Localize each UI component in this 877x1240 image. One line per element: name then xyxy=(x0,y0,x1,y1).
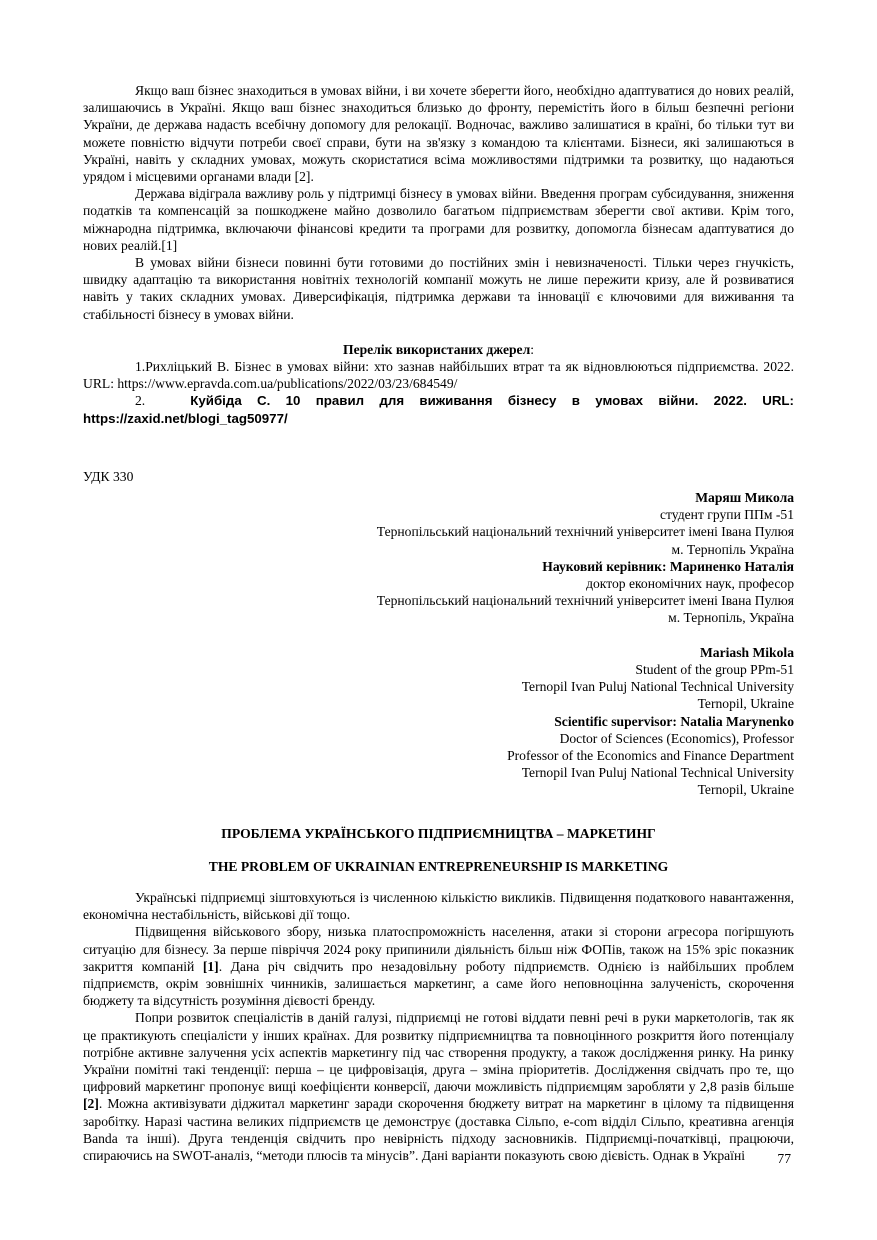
page-content xyxy=(83,82,794,1164)
paragraph: Держава відіграла важливу роль у підтримці бізнесу в умовах війни. Введення програм субсидування, зниження податків та компенсацій за пошкоджене майно дозволило багатьом підприємствам зберегти свої активи. Крім того, міжнародна підтримка, включаючи фінансові кредити та програми для розвитку, допомогла бізнесам адаптуватися до нових реалій.[1] xyxy=(83,186,794,253)
paragraph-text: . Дана річ свідчить про незадовільну роботу підприємств. Однією із найбільших проблем підприємств, окрім зовнішніх чинників, залишається маркетинг, а саме його неповноцінна залученість, скорочення бюджету та відсутність розуміння дієвості бренду. xyxy=(83,958,794,1009)
paragraph: В умовах війни бізнеси повинні бути готовими до постійних змін і невизначеності. Тільки через гнучкість, швидку адаптацію та використання новітніх технологій компанії можуть не лише пережити кризу, але й розвиватися навіть у таких складних умовах. Диверсифікація, підтримка держави та інновації є ключовими для виживання та стабільності бізнесу в умовах війни. xyxy=(83,255,794,322)
supervisor-degree: Doctor of Sciences (Economics), Professor xyxy=(559,730,794,746)
reference-text: Куйбіда С. 10 правил для виживання бізнесу в умовах війни. 2022. URL: https://zaxid.net/blogi_tag50977/ xyxy=(83,393,794,426)
supervisor-name: Scientific supervisor: Natalia Marynenko xyxy=(554,713,794,729)
reference-item: 1.Рихліцький В. Бізнес в умовах війни: хто зазнав найбільших втрат та як відновлюються підприємства. 2022. URL: https://www.epravda.com.ua/publications/2022/03/23/684549/ xyxy=(83,359,794,392)
author-position: студент групи ППм -51 xyxy=(660,507,794,523)
paragraph xyxy=(83,1009,794,1164)
page-number: 77 xyxy=(777,1151,791,1166)
author-block-ua xyxy=(83,489,794,627)
article-title-en: THE PROBLEM OF UKRAINIAN ENTREPRENEURSHIP IS MARKETING xyxy=(208,858,669,874)
references-heading xyxy=(83,341,794,358)
author-university: Тернопільський національний технічний університет імені Івана Пулюя xyxy=(376,524,794,540)
udk-code: УДК 330 xyxy=(83,468,134,484)
article-title-ua: ПРОБЛЕМА УКРАЇНСЬКОГО ПІДПРИЄМНИЦТВА – МАРКЕТИНГ xyxy=(221,825,656,841)
author-name: Mariash Mikola xyxy=(699,644,794,660)
reference-item xyxy=(83,392,794,426)
citation: [1] xyxy=(202,958,219,974)
author-name: Маряш Микола xyxy=(695,490,794,506)
author-position: Student of the group PPm-51 xyxy=(635,661,794,677)
references-title-colon: : xyxy=(530,341,534,357)
supervisor-department: Professor of the Economics and Finance Department xyxy=(507,747,794,763)
references-title: Перелік використаних джерел xyxy=(343,341,531,357)
paragraph-text: . Можна активізувати діджитал маркетинг заради скорочення бюджету витрат на маркетинг в цілому та підвищення заробітку. Наразі частина великих підприємств це демонструє (доставка Сільпо, e-com відділ Сільпо, креативна агенція Banda та інші). Друга тенденція свідчить про невірність підходу засновників. Підприємці-початківці, працюючи, спираючись на SWOT-аналіз, “методи плюсів та мінусів”. Дані варіанти показують свою дієвість. Однак в Україні xyxy=(83,1096,794,1163)
supervisor-city: м. Тернопіль, Україна xyxy=(668,610,794,626)
supervisor-university: Тернопільський національний технічний університет імені Івана Пулюя xyxy=(376,593,794,609)
supervisor-name: Науковий керівник: Мариненко Наталія xyxy=(542,558,794,574)
supervisor-city: Ternopil, Ukraine xyxy=(697,782,794,798)
citation: [2] xyxy=(83,1096,99,1112)
article-body xyxy=(83,889,794,1164)
supervisor-university: Ternopil Ivan Puluj National Technical University xyxy=(521,765,794,781)
paragraph: Українські підприємці зіштовхуються із численною кількістю викликів. Підвищення податкового навантаження, економічна нестабільність, військові дії тощо. xyxy=(83,889,794,923)
author-university: Ternopil Ivan Puluj National Technical University xyxy=(521,679,794,695)
author-city: Ternopil, Ukraine xyxy=(697,696,794,712)
supervisor-degree: доктор економічних наук, професор xyxy=(586,576,794,592)
reference-number: 2. xyxy=(135,393,146,409)
author-city: м. Тернопіль Україна xyxy=(671,541,794,557)
paragraph: Якщо ваш бізнес знаходиться в умовах війни, і ви хочете зберегти його, необхідно адаптуватися до нових реалій, залишаючись в Україні. Якщо ваш бізнес знаходиться близько до фронту, перемістіть його в більш безпечні регіони України, де держава надасть всебічну допомогу для релокації. Водночас, важливо залишатися в країні, бо тільки тут ви можете повністю відчути потреби своєї справи, бути на зв'язку з командою та клієнтами. Бізнеси, які залишаються в Україні, навіть у складних умовах, можуть скористатися всіма можливостями підтримки та розвитку, що надаються урядом і місцевими органами влади [2]. xyxy=(83,83,794,185)
author-block-en xyxy=(83,644,794,799)
paragraph xyxy=(83,923,794,1009)
paragraph-text: Підвищення військового збору, низька платоспроможність населення, атаки зі сторони агресора погіршують ситуацію для бізнесу. За перше півріччя 2024 року припинили діяльність більш ніж ФОПів, також на 15% зріс показник закриття компаній xyxy=(83,924,794,974)
paragraph-text: Попри розвиток спеціалістів в даній галузі, підприємці не готові віддати певні речі в руки маркетологів, так як це практикують спеціалісти у інших країнах. Для розвитку підприємництва та повноцінного розкриття його потенціалу потрібне активне залучення усіх аспектів маркетингу під час створення продукту, а також дослідження ринку. На ринку України помітні такі тенденції: перша – це цифровізація, друга – зміна пріоритетів. Дослідження свідчать про те, що цифровий маркетинг пропонує вищі коефіцієнти конверсії, даючи можливість підприємцям заробляти у 2,8 разів більше xyxy=(83,1010,794,1095)
